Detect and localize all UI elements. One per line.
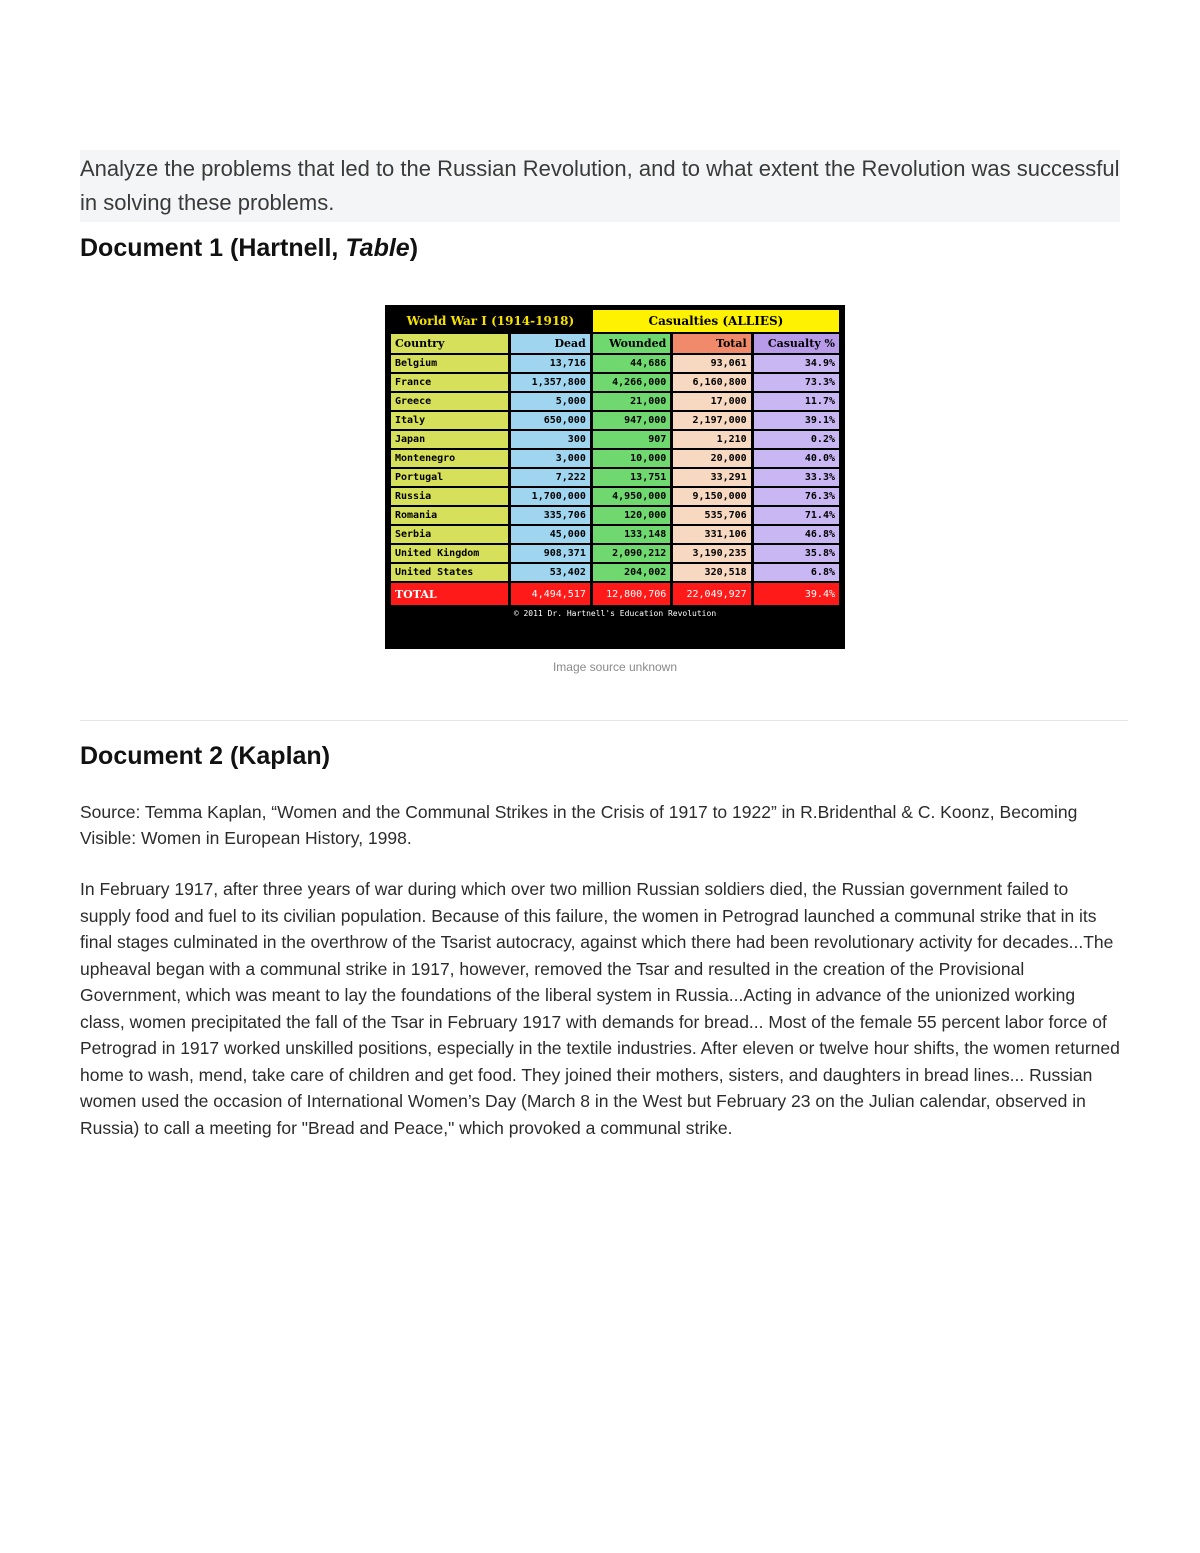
total-wounded: 12,800,706	[593, 583, 670, 605]
table-row	[391, 564, 839, 581]
table-copyright: © 2011 Dr. Hartnell's Education Revolution	[513, 609, 717, 618]
table-cell: 650,000	[511, 412, 590, 429]
table-cell: 947,000	[593, 412, 670, 429]
table-cell: 1,357,800	[511, 374, 590, 391]
table-cell: 76.3%	[754, 488, 839, 505]
table-cell: France	[391, 374, 508, 391]
table-cell: 17,000	[673, 393, 750, 410]
table-cell: 907	[593, 431, 670, 448]
column-header-wounded: Wounded	[593, 334, 670, 353]
document-1-heading	[80, 234, 418, 263]
table-cell: 46.8%	[754, 526, 839, 543]
table-cell: 71.4%	[754, 507, 839, 524]
casualties-table	[388, 308, 842, 607]
table-cell: Italy	[391, 412, 508, 429]
table-cell: 1,700,000	[511, 488, 590, 505]
table-cell: United States	[391, 564, 508, 581]
table-cell: 39.1%	[754, 412, 839, 429]
total-label: TOTAL	[391, 583, 508, 605]
total-casualty-percent: 39.4%	[754, 583, 839, 605]
section-divider	[80, 720, 1128, 721]
table-cell: 33,291	[673, 469, 750, 486]
table-cell: Russia	[391, 488, 508, 505]
assignment-prompt: Analyze the problems that led to the Russian Revolution, and to what extent the Revolution was successful in solving these problems.	[80, 150, 1120, 222]
table-cell: 0.2%	[754, 431, 839, 448]
table-cell: Greece	[391, 393, 508, 410]
table-cell: 34.9%	[754, 355, 839, 372]
table-cell: 6.8%	[754, 564, 839, 581]
table-cell: 5,000	[511, 393, 590, 410]
table-row	[391, 545, 839, 562]
table-cell: 11.7%	[754, 393, 839, 410]
image-caption: Image source unknown	[552, 660, 678, 674]
table-cell: 331,106	[673, 526, 750, 543]
column-header-country: Country	[391, 334, 508, 353]
table-cell: 120,000	[593, 507, 670, 524]
table-cell: 335,706	[511, 507, 590, 524]
table-cell: 33.3%	[754, 469, 839, 486]
table-row	[391, 412, 839, 429]
table-cell: 2,197,000	[673, 412, 750, 429]
document-2-heading: Document 2 (Kaplan)	[80, 742, 331, 770]
table-cell: United Kingdom	[391, 545, 508, 562]
table-cell: 4,266,000	[593, 374, 670, 391]
table-cell: 40.0%	[754, 450, 839, 467]
table-cell: Montenegro	[391, 450, 508, 467]
table-cell: 6,160,800	[673, 374, 750, 391]
table-cell: 13,716	[511, 355, 590, 372]
table-cell: Serbia	[391, 526, 508, 543]
total-total: 22,049,927	[673, 583, 750, 605]
table-cell: 73.3%	[754, 374, 839, 391]
table-row	[391, 431, 839, 448]
table-cell: 535,706	[673, 507, 750, 524]
table-title-right: Casualties (ALLIES)	[593, 310, 839, 332]
document-1-heading-italic: Table	[345, 234, 410, 262]
table-row	[391, 393, 839, 410]
document-2-paragraph: In February 1917, after three years of war during which over two million Russian soldiers died, the Russian government failed to supply food and fuel to its civilian population. Because of this failure, the women in Petrograd launched a communal strike that in its final stages culminated in the overthrow of the Tsarist autocracy, against which there had been revolutionary activity for decades...The upheaval began with a communal strike in 1917, however, removed the Tsar and resulted in the creation of the Provisional Government, which was meant to lay the foundations of the liberal system in Russia...Acting in advance of the unionized working class, women precipitated the fall of the Tsar in February 1917 with demands for bread... Most of the female 55 percent labor force of Petrograd in 1917 worked unskilled positions, especially in the textile industries. After eleven or twelve hour shifts, the women returned home to wash, mend, take care of children and get food. They joined their mothers, sisters, and daughters in bread lines... Russian women used the occasion of International Women’s Day (March 8 in the West but February 23 on the Julian calendar, observed in Russia) to call a meeting for "Bread and Peace," which provoked a communal strike.	[80, 879, 1120, 1138]
table-cell: 7,222	[511, 469, 590, 486]
table-cell: 1,210	[673, 431, 750, 448]
table-cell: 908,371	[511, 545, 590, 562]
table-row	[391, 526, 839, 543]
table-cell: Portugal	[391, 469, 508, 486]
table-cell: 320,518	[673, 564, 750, 581]
table-cell: Belgium	[391, 355, 508, 372]
column-header-total: Total	[673, 334, 750, 353]
table-cell: 20,000	[673, 450, 750, 467]
column-header-casualty-percent: Casualty %	[754, 334, 839, 353]
casualties-table-image	[385, 305, 845, 649]
table-cell: 21,000	[593, 393, 670, 410]
table-title-left: World War I (1914-1918)	[391, 310, 590, 332]
document-1-heading-suffix: )	[409, 234, 419, 262]
table-cell: 9,150,000	[673, 488, 750, 505]
table-cell: 133,148	[593, 526, 670, 543]
table-row	[391, 488, 839, 505]
table-total-row	[391, 583, 839, 605]
table-cell: 53,402	[511, 564, 590, 581]
table-row	[391, 355, 839, 372]
table-cell: 4,950,000	[593, 488, 670, 505]
table-cell: Japan	[391, 431, 508, 448]
table-cell: 35.8%	[754, 545, 839, 562]
table-row	[391, 469, 839, 486]
column-header-dead: Dead	[511, 334, 590, 353]
table-cell: 3,190,235	[673, 545, 750, 562]
document-2-body	[80, 876, 1120, 1141]
total-dead: 4,494,517	[511, 583, 590, 605]
table-row	[391, 374, 839, 391]
table-cell: 300	[511, 431, 590, 448]
table-cell: 45,000	[511, 526, 590, 543]
table-cell: 93,061	[673, 355, 750, 372]
table-row	[391, 507, 839, 524]
table-cell: 13,751	[593, 469, 670, 486]
table-cell: 44,686	[593, 355, 670, 372]
document-2-source: Source: Temma Kaplan, “Women and the Communal Strikes in the Crisis of 1917 to 1922” in R.Bridenthal & C. Koonz, Becoming Visible: Women in European History, 1998.	[80, 802, 1078, 848]
table-row	[391, 450, 839, 467]
table-cell: 3,000	[511, 450, 590, 467]
table-cell: 2,090,212	[593, 545, 670, 562]
table-cell: 10,000	[593, 450, 670, 467]
table-cell: 204,002	[593, 564, 670, 581]
document-1-heading-prefix: Document 1 (Hartnell,	[80, 234, 346, 262]
table-cell: Romania	[391, 507, 508, 524]
